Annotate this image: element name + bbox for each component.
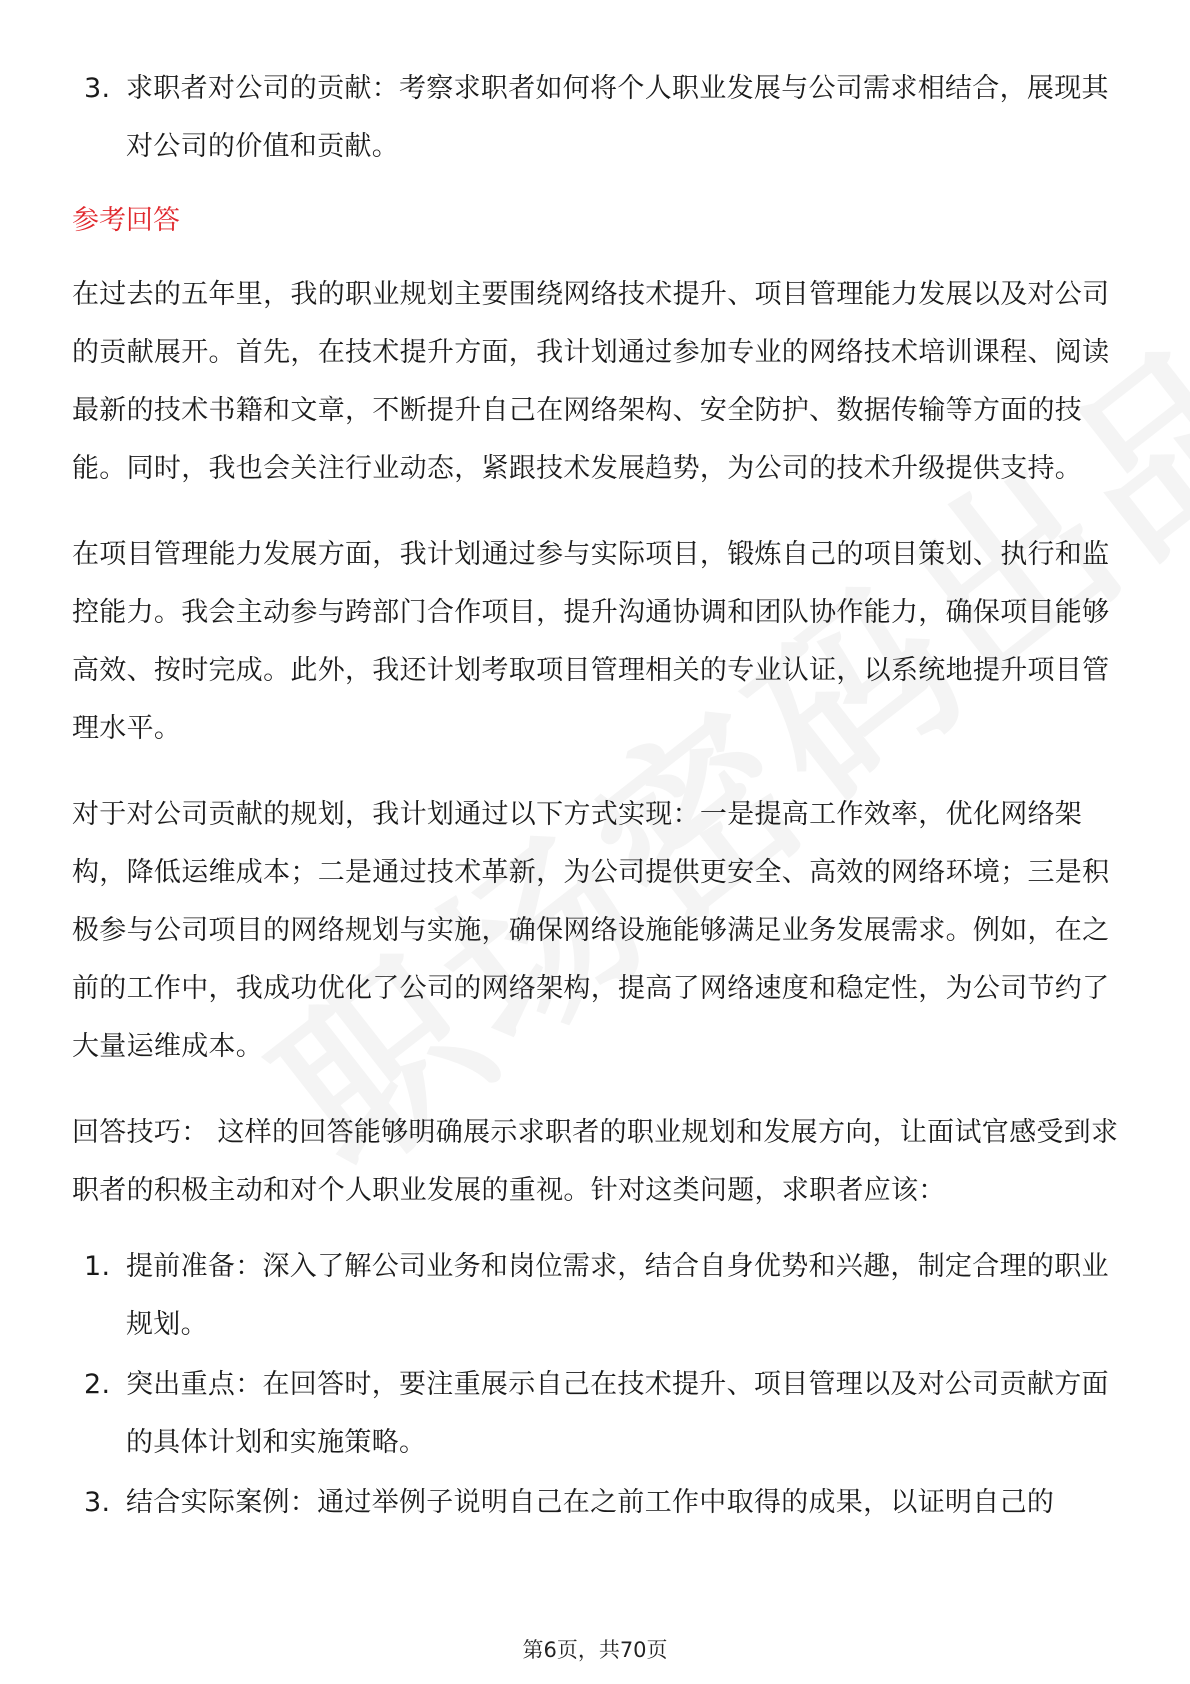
list-item [72, 1238, 1122, 1354]
paragraph: 对于对公司贡献的规划，我计划通过以下方式实现：一是提高工作效率，优化网络架构，降低运维成本；二是通过技术革新，为公司提供更安全、高效的网络环境；三是积极参与公司项目的网络规划与实施，确保网络设施能够满足业务发展需求。例如，在之前的工作中，我成功优化了公司的网络架构，提高了网络速度和稳定性，为公司节约了大量运维成本。 [72, 799, 1110, 1062]
paragraph: 回答技巧： 这样的回答能够明确展示求职者的职业规划和发展方向，让面试官感受到求职者的积极主动和对个人职业发展的重视。针对这类问题，求职者应该： [72, 1117, 1119, 1206]
list-number: 3. [84, 1487, 111, 1518]
paragraph: 在项目管理能力发展方面，我计划通过参与实际项目，锻炼自己的项目策划、执行和监控能力。我会主动参与跨部门合作项目，提升沟通协调和团队协作能力，确保项目能够高效、按时完成。此外，我还计划考取项目管理相关的专业认证，以系统地提升项目管理水平。 [72, 539, 1110, 744]
list-item [72, 1356, 1122, 1472]
list-number: 3. [84, 73, 111, 104]
list-text: 求职者对公司的贡献：考察求职者如何将个人职业发展与公司需求相结合，展现其对公司的价值和贡献。 [126, 73, 1109, 162]
list-number: 2. [84, 1369, 111, 1400]
page-footer: 第6页，共70页 [522, 1638, 668, 1662]
list-item [72, 1474, 1122, 1532]
list-item [72, 60, 1122, 176]
list-text: 提前准备：深入了解公司业务和岗位需求，结合自身优势和兴趣，制定合理的职业规划。 [126, 1251, 1109, 1340]
paragraph: 在过去的五年里，我的职业规划主要围绕网络技术提升、项目管理能力发展以及对公司的贡献展开。首先，在技术提升方面，我计划通过参加专业的网络技术培训课程、阅读最新的技术书籍和文章，不断提升自己在网络架构、安全防护、数据传输等方面的技能。同时，我也会关注行业动态，紧跟技术发展趋势，为公司的技术升级提供支持。 [72, 279, 1110, 484]
tips-list [72, 1238, 1122, 1532]
list-text: 突出重点：在回答时，要注重展示自己在技术提升、项目管理以及对公司贡献方面的具体计划和实施策略。 [126, 1369, 1109, 1458]
list-number: 1. [84, 1251, 111, 1282]
section-heading: 参考回答 [72, 205, 180, 236]
list-text: 结合实际案例：通过举例子说明自己在之前工作中取得的成果，以证明自己的 [126, 1487, 1055, 1518]
document-page [72, 60, 1122, 1532]
